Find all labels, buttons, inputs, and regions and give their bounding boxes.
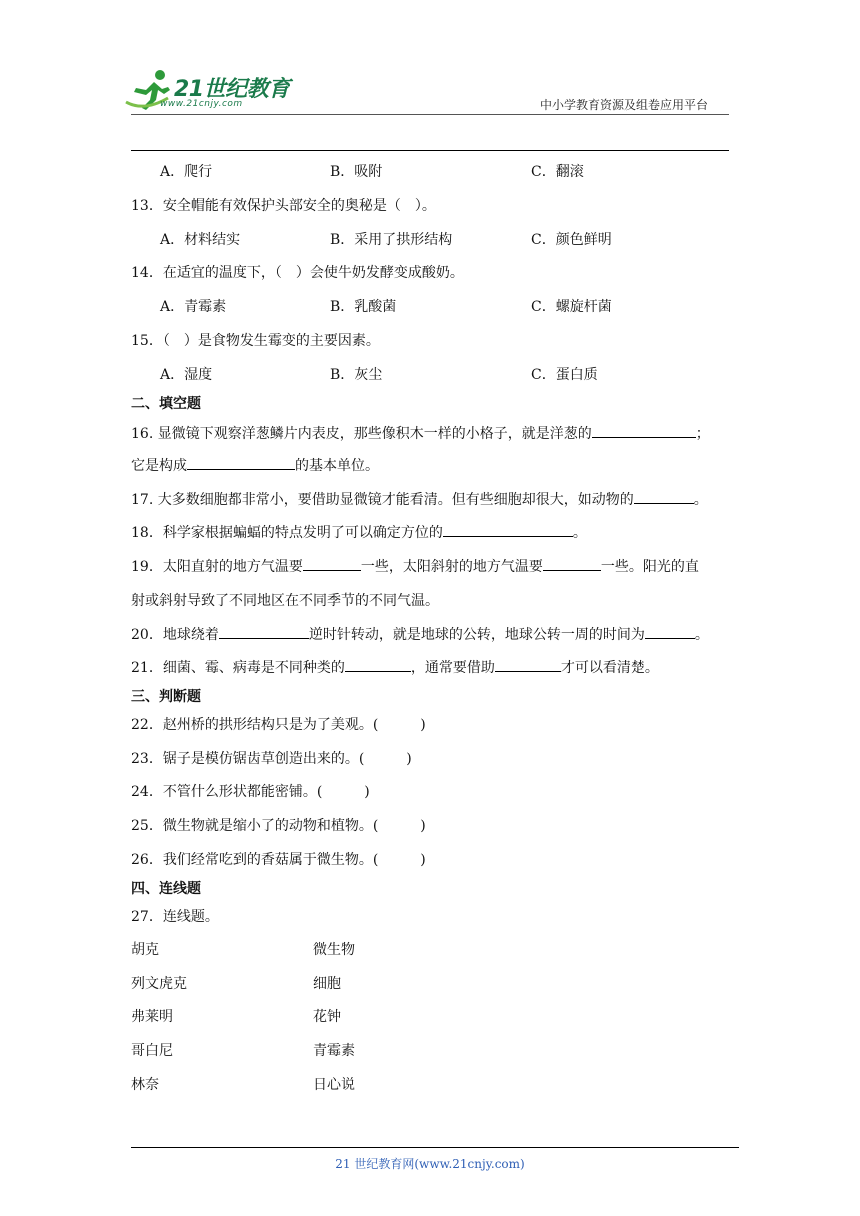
q12-option-c: C．翻滚 [531,164,584,180]
q20-text-c: 。 [694,627,709,643]
match-right-item[interactable]: 细胞 [313,976,341,992]
match-right-item[interactable]: 青霉素 [313,1043,355,1059]
match-right-item[interactable]: 花钟 [313,1009,341,1025]
q19-text-a: 19．太阳直射的地方气温要 [131,559,303,575]
question-13: 13．安全帽能有效保护头部安全的奥秘是（ ）。 [131,198,436,214]
match-right-item[interactable]: 微生物 [313,942,355,958]
section-fill-blank-title: 二、填空题 [131,396,201,412]
question-16-line2 [131,455,379,475]
question-19-line1 [131,556,699,576]
question-24: 24．不管什么形状都能密铺。( ) [131,784,370,800]
match-left-item[interactable]: 胡克 [131,942,159,958]
q14-option-b: B．乳酸菌 [330,299,397,315]
q16-text-d: 的基本单位。 [295,458,379,474]
q19-text-b: 一些，太阳斜射的地方气温要 [360,559,543,575]
question-14: 14．在适宜的温度下，（ ）会使牛奶发酵变成酸奶。 [131,265,464,281]
question-21 [131,657,659,677]
logo-url: www.21cnjy.com [160,99,243,109]
q14-option-c: C．螺旋杆菌 [531,299,612,315]
q21-blank-1[interactable] [345,657,411,672]
question-25: 25．微生物就是缩小了的动物和植物。( ) [131,818,426,834]
question-15: 15．（ ）是食物发生霉变的主要因素。 [131,333,380,349]
q19-text-c: 一些。阳光的直 [600,559,699,575]
match-left-item[interactable]: 弗莱明 [131,1009,173,1025]
q21-text-c: 才可以看清楚。 [560,660,659,676]
q21-blank-2[interactable] [495,657,561,672]
q12-option-a: A．爬行 [160,164,213,180]
q17-text-b: 。 [693,492,708,508]
q15-option-b: B．灰尘 [330,367,383,383]
question-23: 23．锯子是模仿锯齿草创造出来的。( ) [131,751,412,767]
q14-option-a: A．青霉素 [160,299,227,315]
match-left-item[interactable]: 林奈 [131,1077,159,1093]
question-17 [131,489,708,509]
q21-text-a: 21．细菌、霉、病毒是不同种类的 [131,660,345,676]
logo-text: 21世纪教育 [174,77,290,102]
footer-link[interactable]: 21 世纪教育网(www.21cnjy.com) [335,1157,525,1171]
q13-option-b: B．采用了拱形结构 [330,232,453,248]
q18-text-b: 。 [572,525,587,541]
q19-blank-1[interactable] [303,556,361,571]
q15-option-c: C．蛋白质 [531,367,598,383]
q17-text-a: 17. 大多数细胞都非常小，要借助显微镜才能看清。但有些细胞却很大，如动物的 [131,492,634,508]
question-26: 26．我们经常吃到的香菇属于微生物。( ) [131,852,426,868]
q16-text-c: 它是构成 [131,458,187,474]
q20-blank-2[interactable] [645,624,695,639]
q16-text-b: ； [695,426,710,442]
q16-text-a: 16. 显微镜下观察洋葱鳞片内表皮，那些像积木一样的小格子，就是洋葱的 [131,426,592,442]
header-divider [131,114,729,115]
match-left-item[interactable]: 哥白尼 [131,1043,173,1059]
q20-text-a: 20．地球绕着 [131,627,219,643]
header-platform-name: 中小学教育资源及组卷应用平台 [540,98,709,112]
question-16-line1 [131,423,710,443]
q16-blank-1[interactable] [592,423,696,438]
q18-text-a: 18．科学家根据蝙蝠的特点发明了可以确定方位的 [131,525,443,541]
question-20 [131,624,709,644]
q12-option-b: B．吸附 [330,164,383,180]
question-18 [131,522,587,542]
match-right-item[interactable]: 日心说 [313,1077,355,1093]
q13-option-a: A．材料结实 [160,232,241,248]
q13-option-c: C．颜色鲜明 [531,232,612,248]
q19-blank-2[interactable] [543,556,601,571]
q20-blank-1[interactable] [219,624,309,639]
section-matching-title: 四、连线题 [131,881,201,897]
q20-text-b: 逆时针转动，就是地球的公转，地球公转一周的时间为 [308,627,645,643]
q16-blank-2[interactable] [187,455,295,470]
q21-text-b: ，通常要借助 [410,660,495,676]
logo [124,68,294,114]
q17-blank[interactable] [634,489,694,504]
q15-option-a: A．湿度 [160,367,213,383]
question-27: 27．连线题。 [131,909,219,925]
q18-blank[interactable] [443,522,573,537]
footer-divider [131,1147,739,1148]
question-22: 22．赵州桥的拱形结构只是为了美观。( ) [131,717,426,733]
question-19-line2: 射或斜射导致了不同地区在不同季节的不同气温。 [131,593,439,609]
match-left-item[interactable]: 列文虎克 [131,976,187,992]
section-judge-title: 三、判断题 [131,689,201,705]
header-divider-2 [131,150,729,151]
